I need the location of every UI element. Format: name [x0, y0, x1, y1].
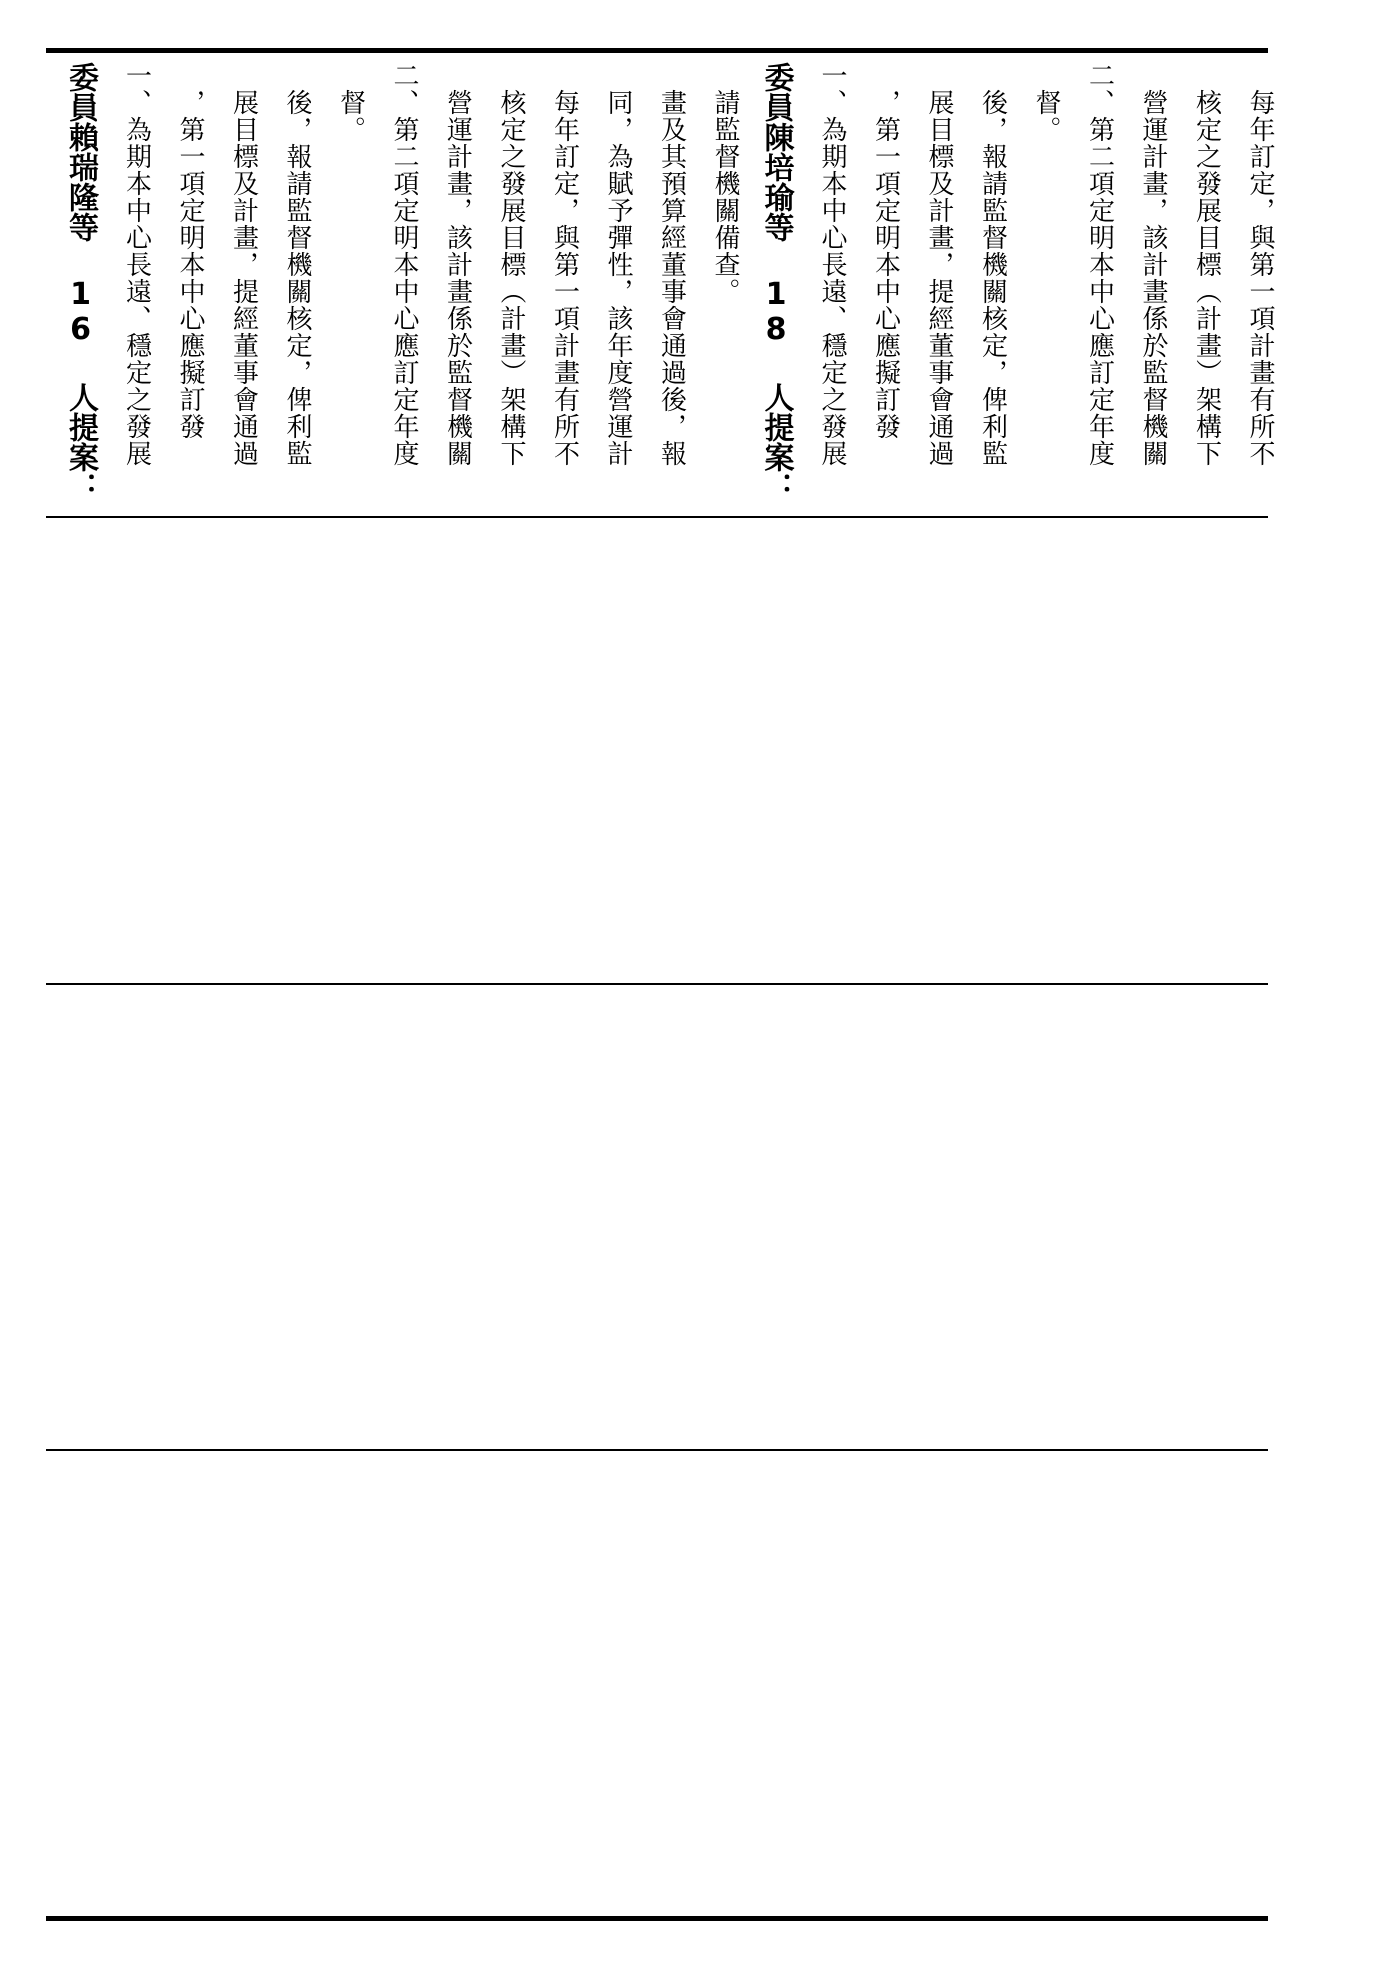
proposal-line: 每年訂定，與第一項計畫有所不 — [549, 62, 580, 467]
proposal-line: 二、第二項定明本中心應訂定年度 — [1084, 62, 1115, 467]
proposal-line: 展目標及計畫，提經董事會通過 — [924, 62, 954, 467]
proposal-line: 一、為期本中心長遠、穩定之發展 — [817, 62, 847, 467]
proposal-line: ，第一項定明本中心應擬訂發 — [175, 62, 205, 440]
proposal-line: 督。 — [335, 62, 366, 143]
proposal-line: 同，為賦予彈性，該年度營運計 — [603, 62, 633, 467]
proposal-line: 畫及其預算經董事會通過後，報 — [656, 62, 687, 467]
bottom-rule — [46, 1916, 1268, 1921]
proposal-line: ，第一項定明本中心應擬訂發 — [870, 62, 901, 440]
proposal-line: 督。 — [1031, 62, 1061, 143]
proposal-line: 後，報請監督機關核定，俾利監 — [282, 62, 312, 467]
proposal-line: 展目標及計畫，提經董事會通過 — [228, 62, 259, 467]
proposal-line: 核定之發展目標（計畫）架構下 — [496, 62, 526, 467]
proposal-heading: 委員賴瑞隆等 16 人提案： — [63, 62, 98, 502]
proposal-heading: 委員陳培瑜等 18 人提案： — [758, 62, 794, 502]
proposal-line: 核定之發展目標（計畫）架構下 — [1191, 62, 1222, 467]
proposal-line: 二、第二項定明本中心應訂定年度 — [389, 62, 419, 467]
proposal-line: 營運計畫，該計畫係於監督機關 — [442, 62, 473, 467]
section-divider-3 — [46, 1449, 1268, 1451]
proposal-line: 營運計畫，該計畫係於監督機關 — [1138, 62, 1168, 467]
top-rule — [46, 48, 1268, 53]
proposal-line: 後，報請監督機關核定，俾利監 — [977, 62, 1008, 467]
proposal-line: 請監督機關備查。 — [710, 62, 740, 305]
proposal-line: 每年訂定，與第一項計畫有所不 — [1245, 62, 1275, 467]
proposal-line: 一、為期本中心長遠、穩定之發展 — [121, 62, 152, 467]
section-divider-2 — [46, 983, 1268, 985]
